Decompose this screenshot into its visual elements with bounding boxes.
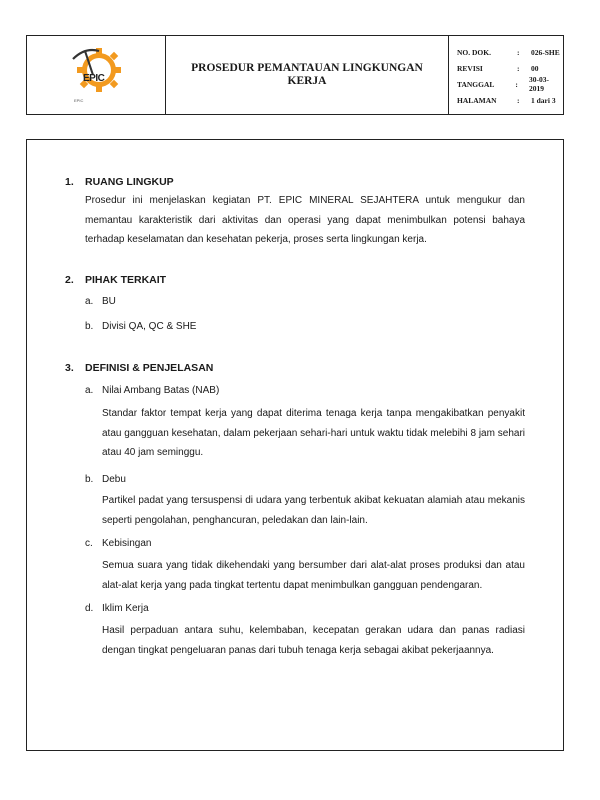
meta-row-doc-number (457, 44, 563, 60)
meta-row-date (457, 76, 563, 92)
list-label: Divisi QA, QC & SHE (102, 321, 197, 332)
list-item (85, 321, 196, 332)
list-letter: a. (85, 296, 94, 307)
meta-value: 30-03-2019 (528, 75, 549, 93)
term-label: Nilai Ambang Batas (NAB) (102, 385, 220, 396)
meta-colon: : (517, 63, 520, 73)
scope-paragraph: Prosedur ini menjelaskan kegiatan PT. EPIC MINERAL SEJAHTERA untuk mengukur dan memantau karakteristik dari aktivitas dan operasi yang dapat menimbulkan potensi bahaya terhadap keselamatan dan kesehatan pekerja, proses serta lingkungan kerja. (85, 195, 525, 245)
definition-term (85, 474, 126, 485)
definition-text: Hasil perpaduan antara suhu, kelembaban, kecepatan gerakan udara dan panas radiasi dengan tingkat pengeluaran panas dari tubuh tenaga kerja sebagai akibat pekerjaannya. (102, 625, 525, 656)
document-body (26, 139, 564, 751)
definition-text: Standar faktor tempat kerja yang dapat diterima tenaga kerja tanpa mengakibatkan penyakit atau gangguan kesehatan, dalam pekerjaan sehari-hari untuk waktu tidak melebihi 8 jam sehari atau 40 jam seminggu. (102, 408, 525, 458)
section-number: 1. (65, 176, 74, 188)
term-label: Debu (102, 474, 126, 485)
list-item (85, 296, 116, 307)
company-logo (67, 45, 127, 95)
meta-key: NO. DOK. (457, 47, 491, 57)
section-heading-scope (65, 176, 174, 188)
gear-icon (67, 45, 127, 95)
list-letter: b. (85, 474, 94, 485)
meta-colon: : (515, 79, 518, 89)
meta-row-page (457, 92, 563, 108)
meta-key: HALAMAN (457, 95, 497, 105)
list-letter: c. (85, 538, 93, 549)
list-letter: a. (85, 385, 94, 396)
term-label: Kebisingan (102, 538, 152, 549)
meta-value: 00 (531, 63, 539, 73)
meta-colon: : (517, 47, 520, 57)
meta-value: 026-SHE (531, 47, 560, 57)
meta-key: TANGGAL (457, 79, 495, 89)
meta-colon: : (517, 95, 520, 105)
section-heading-parties (65, 274, 166, 286)
term-label: Iklim Kerja (102, 603, 149, 614)
definition-term (85, 385, 219, 396)
list-letter: d. (85, 603, 94, 614)
document-title: PROSEDUR PEMANTAUAN LINGKUNGAN KERJA (166, 36, 449, 114)
section-heading-definitions (65, 362, 213, 374)
definition-text: Partikel padat yang tersuspensi di udara yang terbentuk akibat kekuatan alamiah atau mekanis seperti pengolahan, penghancuran, peledakan dan lain-lain. (102, 495, 525, 526)
definition-term (85, 538, 151, 549)
meta-key: REVISI (457, 63, 483, 73)
section-title: DEFINISI & PENJELASAN (85, 362, 214, 374)
meta-value: 1 dari 3 (531, 95, 556, 105)
definition-term (85, 603, 149, 614)
logo-cell (27, 36, 166, 114)
list-letter: b. (85, 321, 94, 332)
list-label: BU (102, 296, 116, 307)
section-number: 3. (65, 362, 74, 374)
definition-text: Semua suara yang tidak dikehendaki yang bersumber dari alat-alat proses produksi dan atau alat-alat kerja yang pada tingkat tertentu dapat menimbulkan gangguan pendengaran. (102, 560, 525, 591)
document-meta (449, 36, 563, 114)
section-title: PIHAK TERKAIT (85, 274, 167, 286)
logo-text: EPIC (83, 73, 105, 84)
section-title: RUANG LINGKUP (85, 176, 174, 188)
meta-row-revision (457, 60, 563, 76)
section-number: 2. (65, 274, 74, 286)
document-header (26, 35, 564, 115)
logo-subtext: EPIC (74, 98, 84, 103)
